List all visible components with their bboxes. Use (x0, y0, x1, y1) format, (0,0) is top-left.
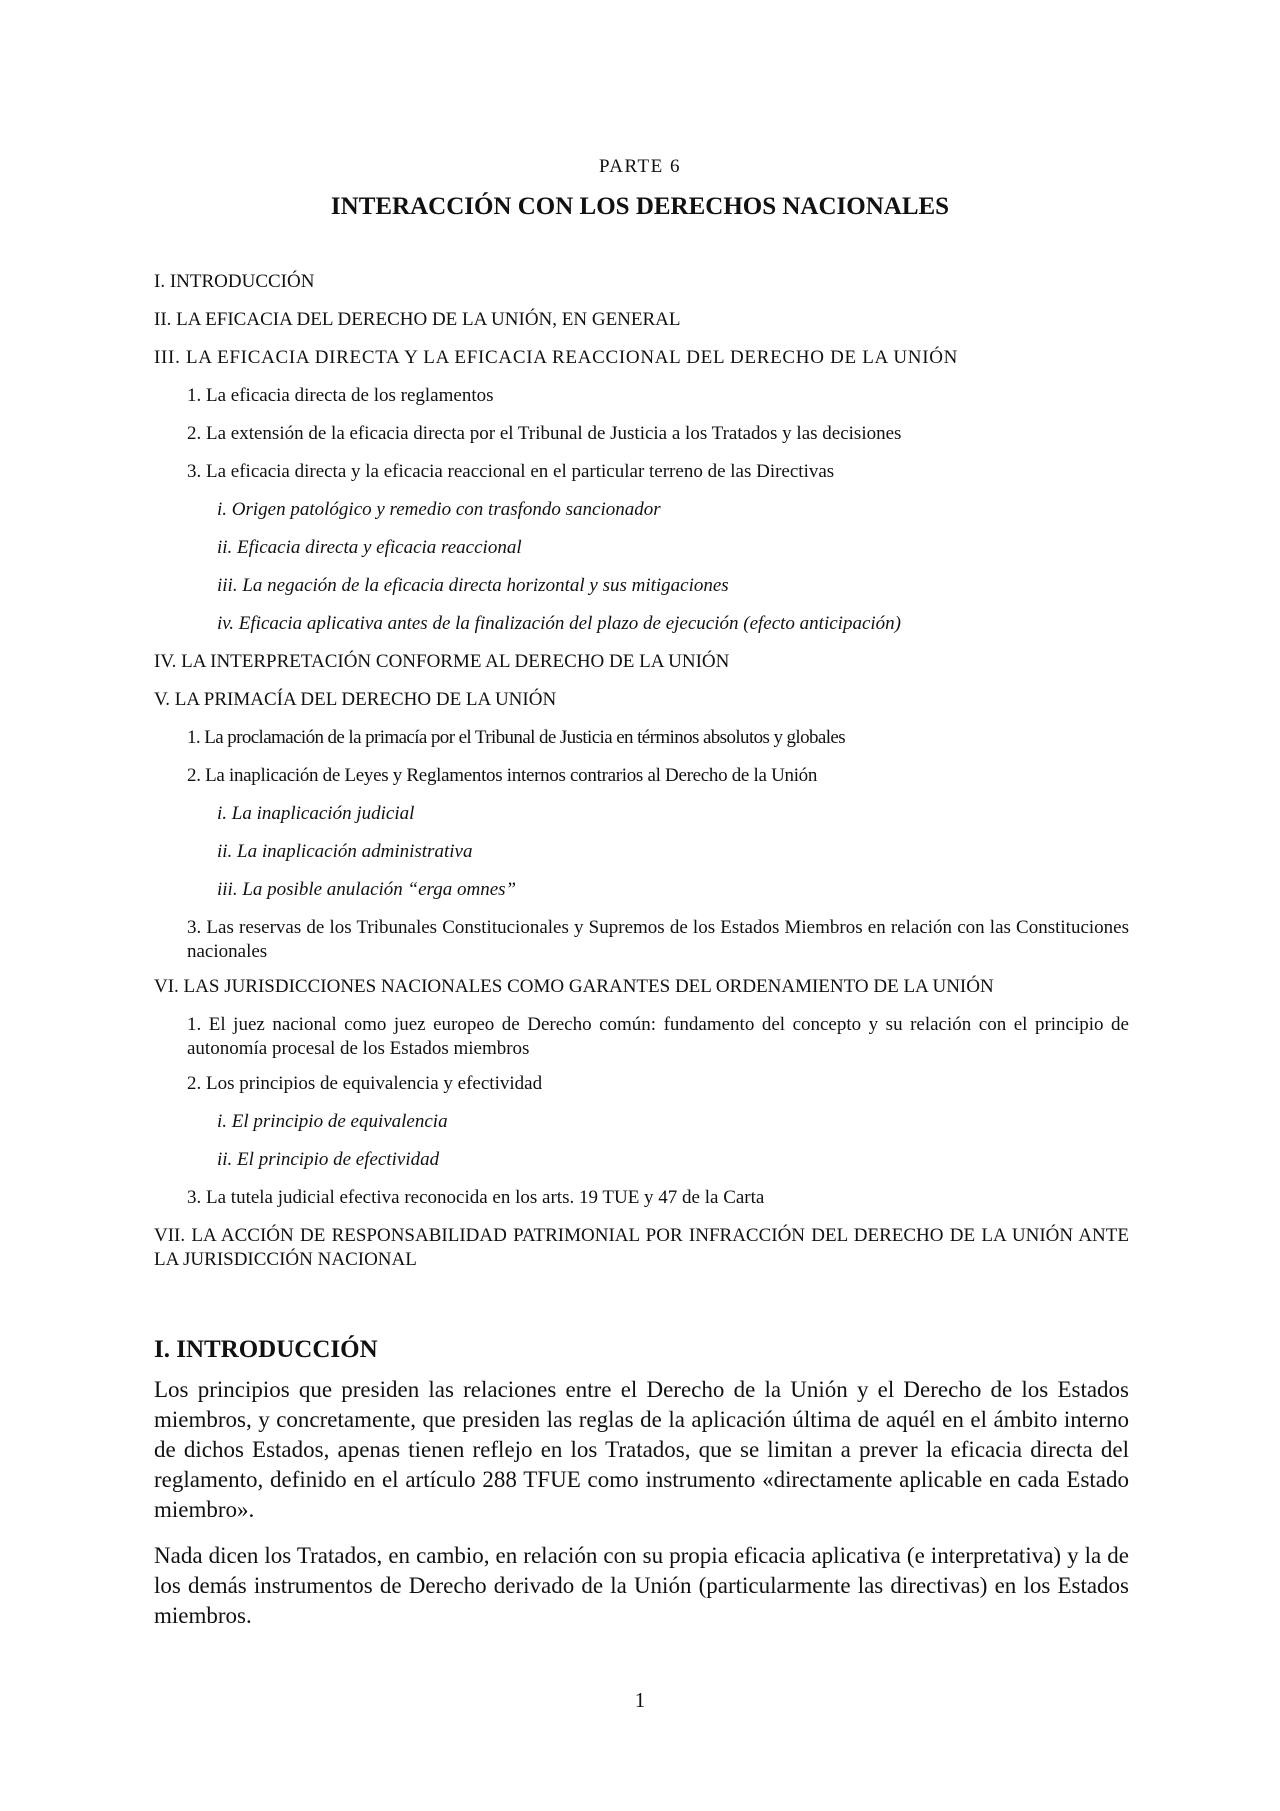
toc-entry: ii. Eficacia directa y eficacia reaccional (217, 537, 522, 558)
toc-entry: i. Origen patológico y remedio con trasfondo sancionador (217, 499, 661, 520)
toc-entry: iii. La negación de la eficacia directa horizontal y sus mitigaciones (217, 575, 729, 596)
toc-entry: ii. La inaplicación administrativa (217, 841, 473, 862)
toc-entry: V. LA PRIMACÍA DEL DERECHO DE LA UNIÓN (154, 689, 557, 710)
toc-entry: 1. La eficacia directa de los reglamentos (187, 385, 494, 406)
document-title: INTERACCIÓN CON LOS DERECHOS NACIONALES (330, 193, 950, 220)
toc-entry: iv. Eficacia aplicativa antes de la finalización del plazo de ejecución (efecto anticipación) (217, 613, 901, 634)
toc-entry: III. LA EFICACIA DIRECTA Y LA EFICACIA REACCIONAL DEL DERECHO DE LA UNIÓN (154, 347, 959, 368)
toc-entry: i. El principio de equivalencia (217, 1111, 448, 1132)
body-paragraph: Los principios que presiden las relaciones entre el Derecho de la Unión y el Derecho de los Estados miembros, y concretamente, que presiden las reglas de la aplicación última de aquél en el ámbito interno de dichos Estados, apenas tienen reflejo en los Tratados, que se limitan a prever la eficacia directa del reglamento, definido en el artículo 288 TFUE como instrumento «directamente aplicable en cada Estado miembro». (154, 1377, 1129, 1522)
toc-entry: IV. LA INTERPRETACIÓN CONFORME AL DERECHO DE LA UNIÓN (154, 651, 730, 672)
toc-entry: 2. Los principios de equivalencia y efectividad (187, 1073, 543, 1094)
toc-entry: ii. El principio de efectividad (217, 1149, 440, 1170)
toc-entry: VI. LAS JURISDICCIONES NACIONALES COMO GARANTES DEL ORDENAMIENTO DE LA UNIÓN (154, 976, 994, 997)
part-label: PARTE 6 (598, 156, 682, 177)
section-heading: I. INTRODUCCIÓN (154, 1336, 378, 1363)
page-number: 1 (634, 1688, 646, 1712)
toc-entry: 2. La extensión de la eficacia directa por el Tribunal de Justicia a los Tratados y las decisiones (187, 423, 902, 444)
toc-entry: 3. Las reservas de los Tribunales Constitucionales y Supremos de los Estados Miembros en relación con las Constituciones nacionales (187, 917, 1129, 962)
toc-entry: VII. LA ACCIÓN DE RESPONSABILIDAD PATRIMONIAL POR INFRACCIÓN DEL DERECHO DE LA UNIÓN ANTE LA JURISDICCIÓN NACIONAL (154, 1225, 1129, 1270)
toc-entry: i. La inaplicación judicial (217, 803, 415, 824)
toc-entry: iii. La posible anulación “erga omnes” (217, 879, 517, 900)
toc-entry: 3. La eficacia directa y la eficacia reaccional en el particular terreno de las Directivas (187, 461, 835, 482)
toc-entry: 2. La inaplicación de Leyes y Reglamentos internos contrarios al Derecho de la Unión (187, 765, 818, 786)
table-of-contents (154, 270, 1129, 1283)
toc-entry: I. INTRODUCCIÓN (154, 271, 315, 292)
toc-entry: 1. La proclamación de la primacía por el Tribunal de Justicia en términos absolutos y globales (187, 727, 846, 748)
body-paragraph: Nada dicen los Tratados, en cambio, en relación con su propia eficacia aplicativa (e interpretativa) y la de los demás instrumentos de Derecho derivado de la Unión (particularmente las directivas) en los Estados miembros. (154, 1543, 1129, 1628)
toc-entry: II. LA EFICACIA DEL DERECHO DE LA UNIÓN, EN GENERAL (154, 309, 681, 330)
toc-entry: 1. El juez nacional como juez europeo de Derecho común: fundamento del concepto y su relación con el principio de autonomía procesal de los Estados miembros (187, 1014, 1129, 1059)
toc-entry: 3. La tutela judicial efectiva reconocida en los arts. 19 TUE y 47 de la Carta (187, 1187, 765, 1208)
